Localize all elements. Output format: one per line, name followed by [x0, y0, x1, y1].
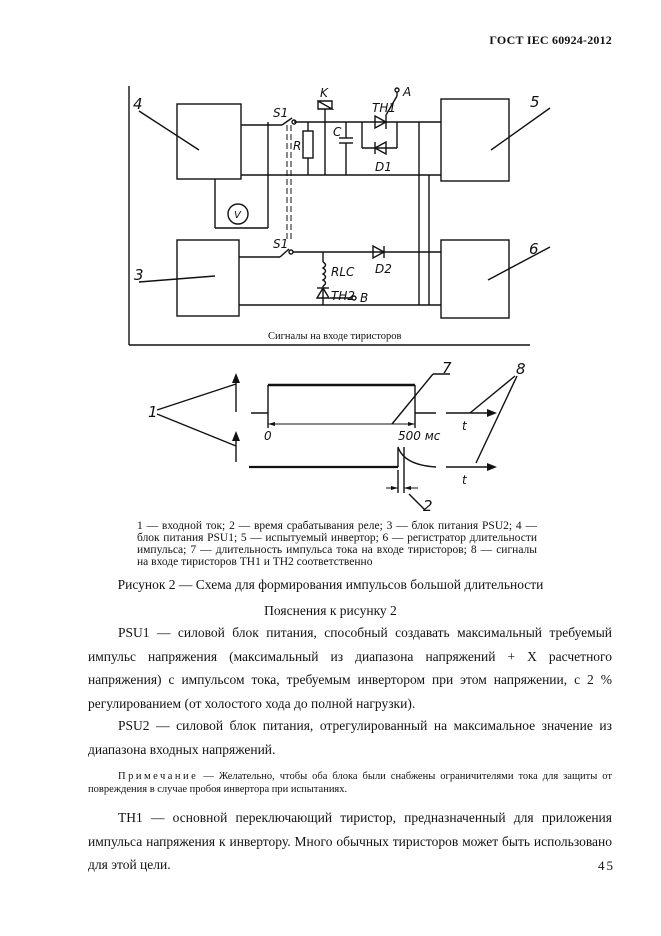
label-th1: TH1 [372, 101, 396, 115]
standard-header: ГОСТ IEC 60924-2012 [489, 33, 612, 47]
page-number: 45 [598, 858, 615, 873]
label-s1-top: S1 [273, 106, 289, 120]
label-500ms: 500 мс [398, 429, 441, 443]
label-4: 4 [133, 95, 143, 113]
figure-title: Рисунок 2 — Схема для формирования импульсов большой длительности [117, 577, 544, 592]
label-7: 7 [442, 359, 452, 377]
note-text: — Желательно, чтобы оба блока были снабжены ограничителями тока для защиты от повреждения в случае пробоя инвертора при испытаниях. [88, 771, 612, 795]
label-5: 5 [530, 93, 540, 111]
label-v: V [234, 210, 241, 221]
label-k: K [320, 86, 328, 100]
label-2: 2 [423, 497, 433, 515]
explanations-heading: Пояснения к рисунку 2 [264, 603, 397, 618]
paragraph-th1: TH1 — основной переключающий тиристор, предназначенный для приложения импульса напряжения к инвертору. Много обычных тиристоров может быть использовано для этой цели. [88, 810, 612, 872]
label-d2: D2 [375, 262, 392, 276]
label-d1: D1 [375, 160, 392, 174]
label-6: 6 [529, 240, 539, 258]
note [88, 771, 612, 796]
paragraph-psu2: PSU2 — силовой блок питания, отрегулированный на максимальное значение из диапазона входных напряжений. [88, 718, 612, 757]
paragraph-psu1: PSU1 — силовой блок питания, способный создавать максимальный требуемый импульс напряжения (максимальный из диапазона напряжений + X расчетного напряжения) с импульсом тока, требуемым инвертором при этом напряжении, с 2 % регулированием (от холостого хода до полной нагрузки). [88, 625, 612, 711]
label-r: R [293, 139, 302, 153]
label-a: A [403, 85, 412, 99]
figure-caption: 1 — входной ток; 2 — время срабатывания реле; 3 — блок питания PSU2; 4 — блок питания PSU1; 5 — испытуемый инвертор; 6 — регистратор длительности импульса; 7 — длительность импульса тока на входе тиристоров; 8 — сигналы на входе тиристоров TH1 и TH2 соответственно [137, 520, 537, 568]
label-s1-bottom: S1 [273, 237, 289, 251]
note-word: Примечание [118, 771, 199, 782]
label-1: 1 [148, 403, 158, 421]
label-b: B [360, 291, 369, 305]
label-t-top: t [462, 419, 467, 433]
label-8: 8 [516, 360, 526, 378]
label-zero: 0 [264, 429, 272, 443]
label-3: 3 [134, 266, 144, 284]
label-th2: TH2 [331, 289, 355, 303]
signals-title: Сигналы на входе тиристоров [268, 331, 402, 342]
label-c: C [333, 125, 342, 139]
label-rlc: RLC [331, 265, 355, 279]
label-t-bottom: t [462, 473, 467, 487]
